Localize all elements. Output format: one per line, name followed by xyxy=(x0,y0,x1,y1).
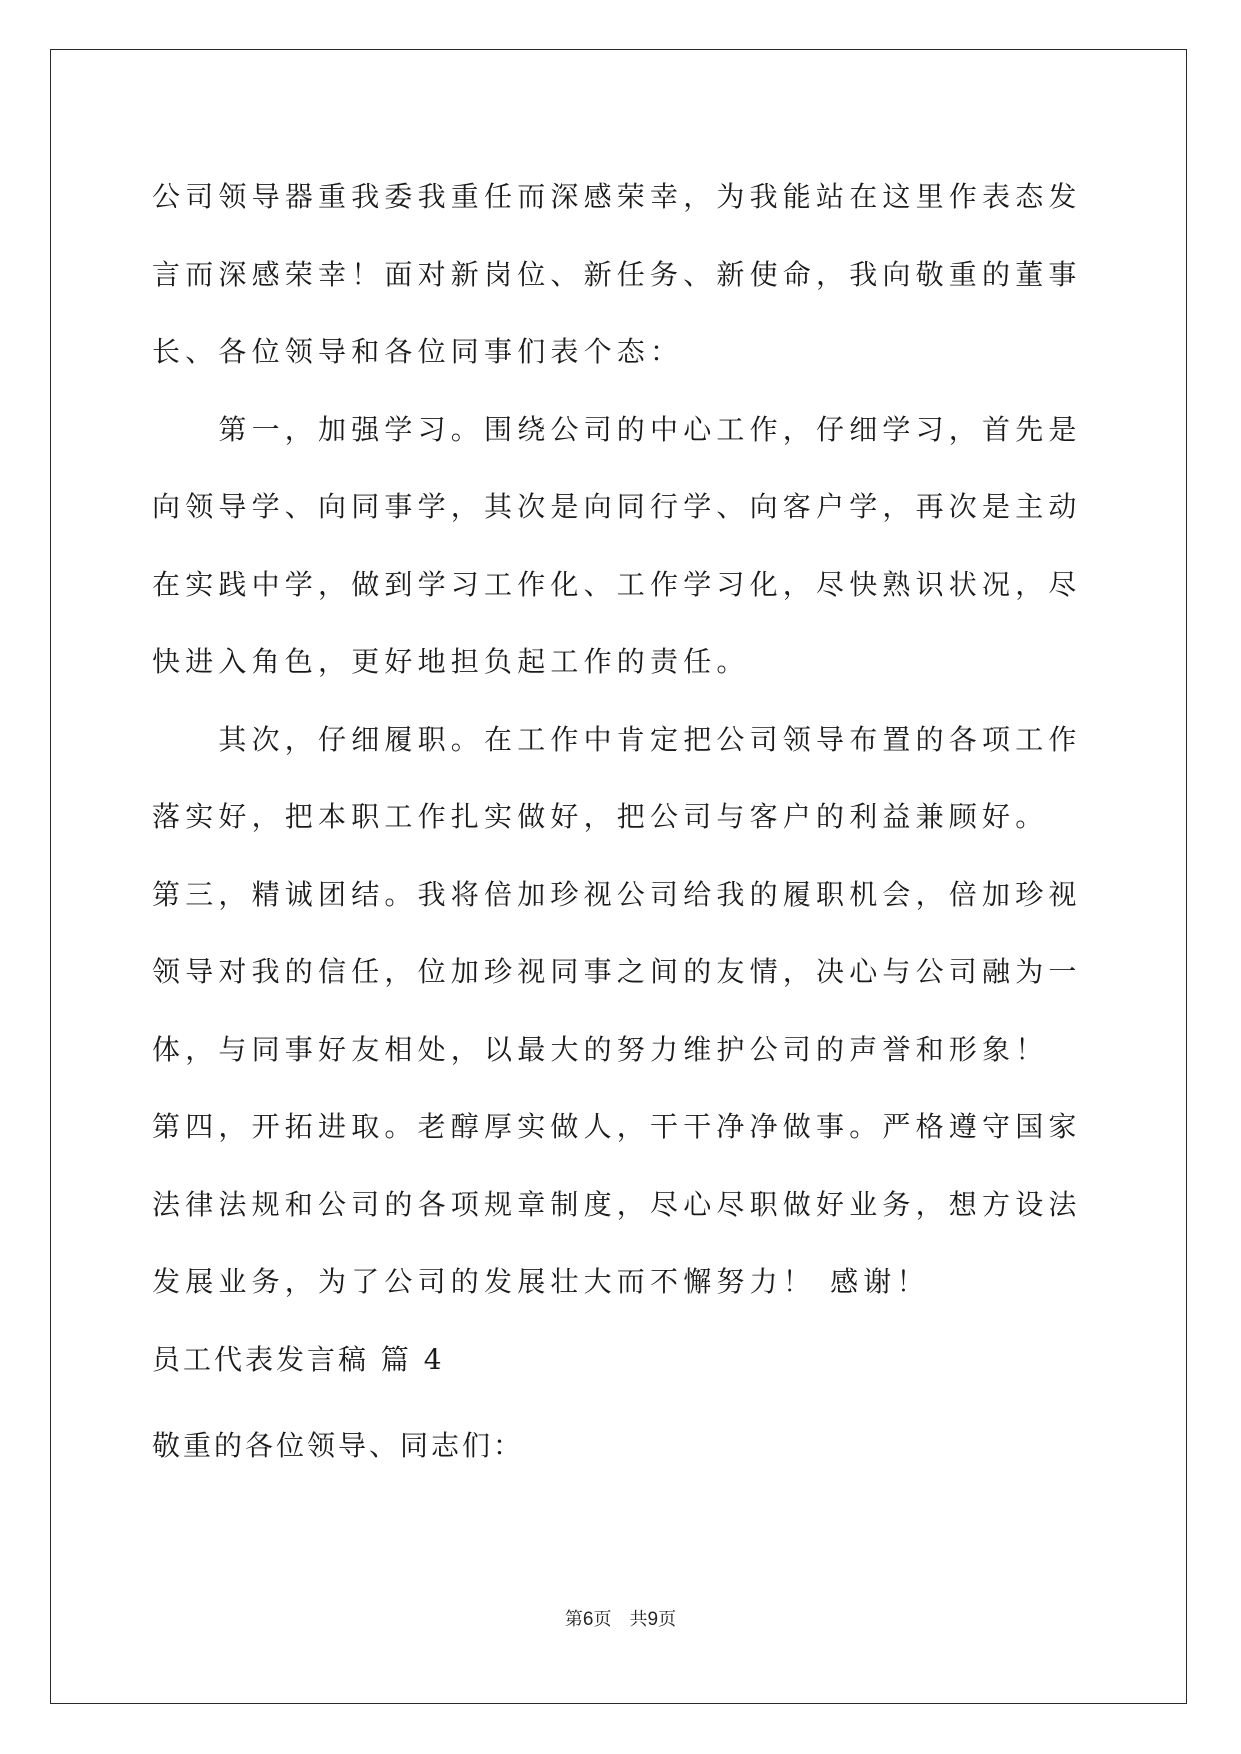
section-heading: 员工代表发言稿 篇 4 xyxy=(152,1342,445,1376)
salutation: 敬重的各位领导、同志们： xyxy=(152,1428,525,1462)
paragraph-intro: 公司领导器重我委我重任而深感荣幸，为我能站在这里作表态发言而深感荣幸！面对新岗位、新任务、新使命，我向敬重的董事长、各位领导和各位同事们表个态： xyxy=(152,180,1082,368)
footer-suffix: 页 xyxy=(658,1609,677,1629)
paragraph-second-point: 其次，仔细履职。在工作中肯定把公司领导布置的各项工作落实好，把本职工作扎实做好，把公司与客户的利益兼顾好。 第三，精诚团结。我将倍加珍视公司给我的履职机会，倍加珍视领导对我的信任，位加珍视同事之间的友情，决心与公司融为一体，与同事好友相处，以最大的努力维护公司的声誉和形象！ 第四，开拓进取。老醇厚实做人，干干净净做事。严格遵守国家法律法规和公司的各项规章制度，尽心尽职做好业务，想方设法发展业务，为了公司的发展壮大而不懈努力！ 感谢！ xyxy=(152,722,1082,1298)
paragraph-first-point: 第一，加强学习。围绕公司的中心工作，仔细学习，首先是向领导学、向同事学，其次是向同行学、向客户学，再次是主动在实践中学，做到学习工作化、工作学习化，尽快熟识状况，尽快进入角色，更好地担负起工作的责任。 xyxy=(152,412,1082,678)
document-body xyxy=(152,158,1092,1471)
total-page-number: 9 xyxy=(647,1609,659,1630)
footer-prefix: 第 xyxy=(564,1609,583,1629)
page-footer xyxy=(0,1605,1241,1631)
current-page-number: 6 xyxy=(582,1609,594,1630)
footer-middle: 页 共 xyxy=(593,1609,648,1629)
